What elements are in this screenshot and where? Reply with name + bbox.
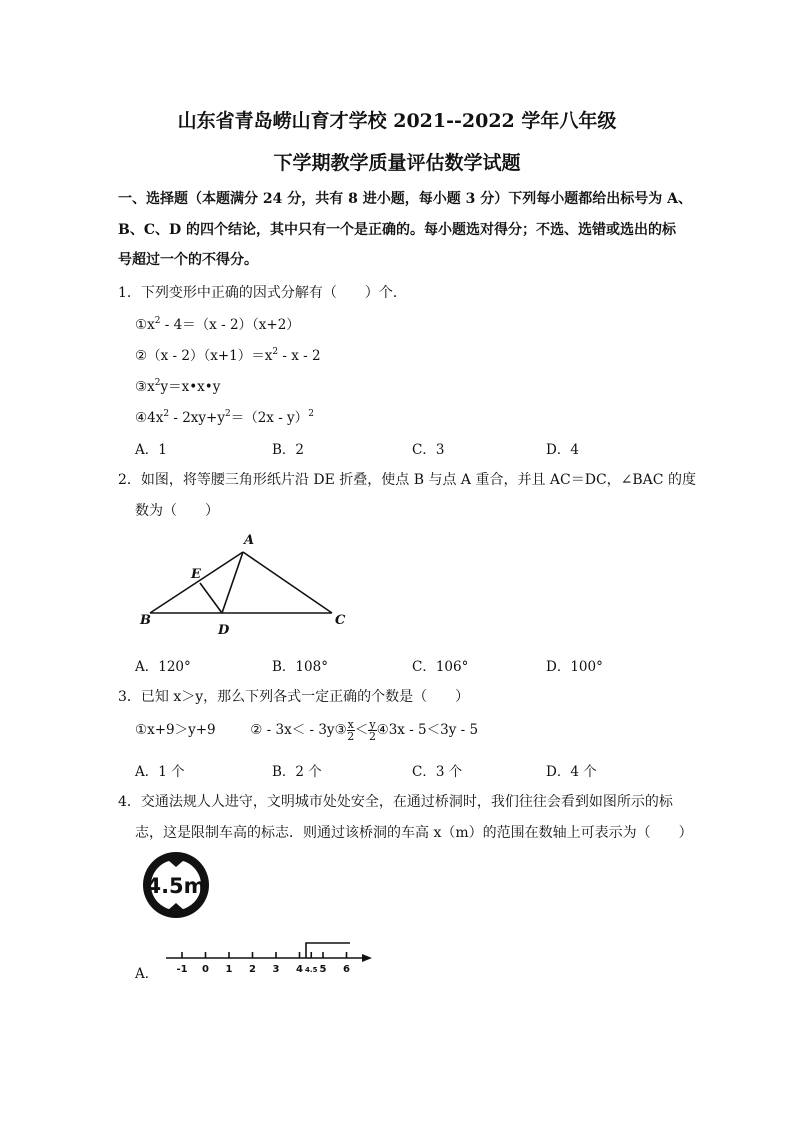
q3-item1: ①x+9＞y+9 [135,722,216,738]
q2-option-b: B．108° [272,659,328,675]
q1-item1: $①x^2 - 4=(x - 2)(x+2)$ [135,316,300,333]
axis-tick-label: 4 [296,964,303,975]
axis-tick-label: 3 [272,964,280,975]
axis-tick-label: 4.5 [305,966,318,974]
q4-option-a-label: A． [135,966,159,982]
label-c: C [335,613,346,628]
q2-option-d: D．100° [546,659,603,675]
section-instructions-line1: 一、选择题（本题满分 24 分，共有 8 进小题，每小题 3 分）下列每小题都给出标号为 A、 [118,191,692,207]
q3-frac-x: $\frac{x}{2}$ [347,718,355,743]
q1-option-d: D．4 [546,442,579,458]
number-line [160,936,380,978]
label-d: D [218,623,230,638]
axis-tick-label: 5 [319,964,327,975]
axis-tick-label: 2 [249,964,256,975]
q3-option-a: A．1 个 [135,764,185,780]
range-bracket [306,943,350,958]
label-a: A [244,533,255,548]
q1-stem: 1．下列变形中正确的因式分解有（ ）个． [118,285,407,301]
height-limit-sign [138,848,218,922]
q2-stem-line1: 2．如图，将等腰三角形纸片沿 DE 折叠，使点 B 与点 A 重合，并且 AC＝DC，∠BAC 的度 [118,472,696,488]
q3-option-c: C．3 个 [412,764,463,780]
segment-ad [222,552,243,613]
q4-stem-line2: 志，这是限制车高的标志．则通过该桥洞的车高 x（m）的范围在数轴上可表示为（ ） [135,825,693,841]
exam-title-line1: 山东省青岛崂山育才学校 2021--2022 学年八年级 [177,110,617,132]
segment-ed [200,583,222,613]
q1-item4: $④4x^2 - 2xy+y^2=(2x - y)^2$ [135,409,314,426]
q3-items: ①x+9＞y+9 ② - 3x＜ - 3y③ $\frac{x}{2}$ ＜ $\frac{y}{2}$ ④3x - 5＜3y - 5 [135,718,479,743]
q2-option-a: A．120° [135,659,191,675]
q3-item3-marker: ③ [334,722,347,738]
label-b: B [140,613,151,628]
q3-item2: ② - 3x＜ - 3y [250,722,335,738]
axis-arrow-icon [362,954,372,962]
axis-tick-label: -1 [176,964,188,975]
axis-tick-label: 1 [225,964,233,975]
q3-option-b: B．2 个 [272,764,322,780]
triangle-figure [130,528,360,640]
q3-frac-y: $\frac{y}{2}$ [369,718,376,743]
sign-text: 4.5m [146,874,206,898]
segment-ab [150,552,243,613]
segment-ac [243,552,332,613]
q1-option-b: B．2 [272,442,305,458]
axis-tick-label: 0 [202,964,209,975]
section-instructions-line2: B、C、D 的四个结论，其中只有一个是正确的。每小题选对得分；不选、选错或选出的标 [118,222,676,238]
q1-option-c: C．3 [412,442,445,458]
label-e: E [191,567,201,582]
q3-option-d: D．4 个 [546,764,597,780]
axis-tick-label: 6 [343,964,350,975]
q2-option-c: C．106° [412,659,469,675]
section-instructions-line3: 号超过一个的不得分。 [118,252,258,268]
exam-title-line2: 下学期教学质量评估数学试题 [273,152,521,174]
q1-item3: $③x^2y=x•x•y$ [135,378,221,395]
q2-stem-line2: 数为（ ） [135,503,219,519]
q1-item2: ②（x - $2)(x+1)=x^2 - x - 2$ [135,347,321,364]
q4-stem-line1: 4．交通法规人人进守，文明城市处处安全，在通过桥洞时，我们往往会看到如图所示的标 [118,794,673,810]
q3-stem: 3．已知 x＞y，那么下列各式一定正确的个数是（ ） [118,689,470,705]
q3-item4: ④3x - 5＜3y - 5 [376,722,479,738]
q1-option-a: A．1 [135,442,167,458]
